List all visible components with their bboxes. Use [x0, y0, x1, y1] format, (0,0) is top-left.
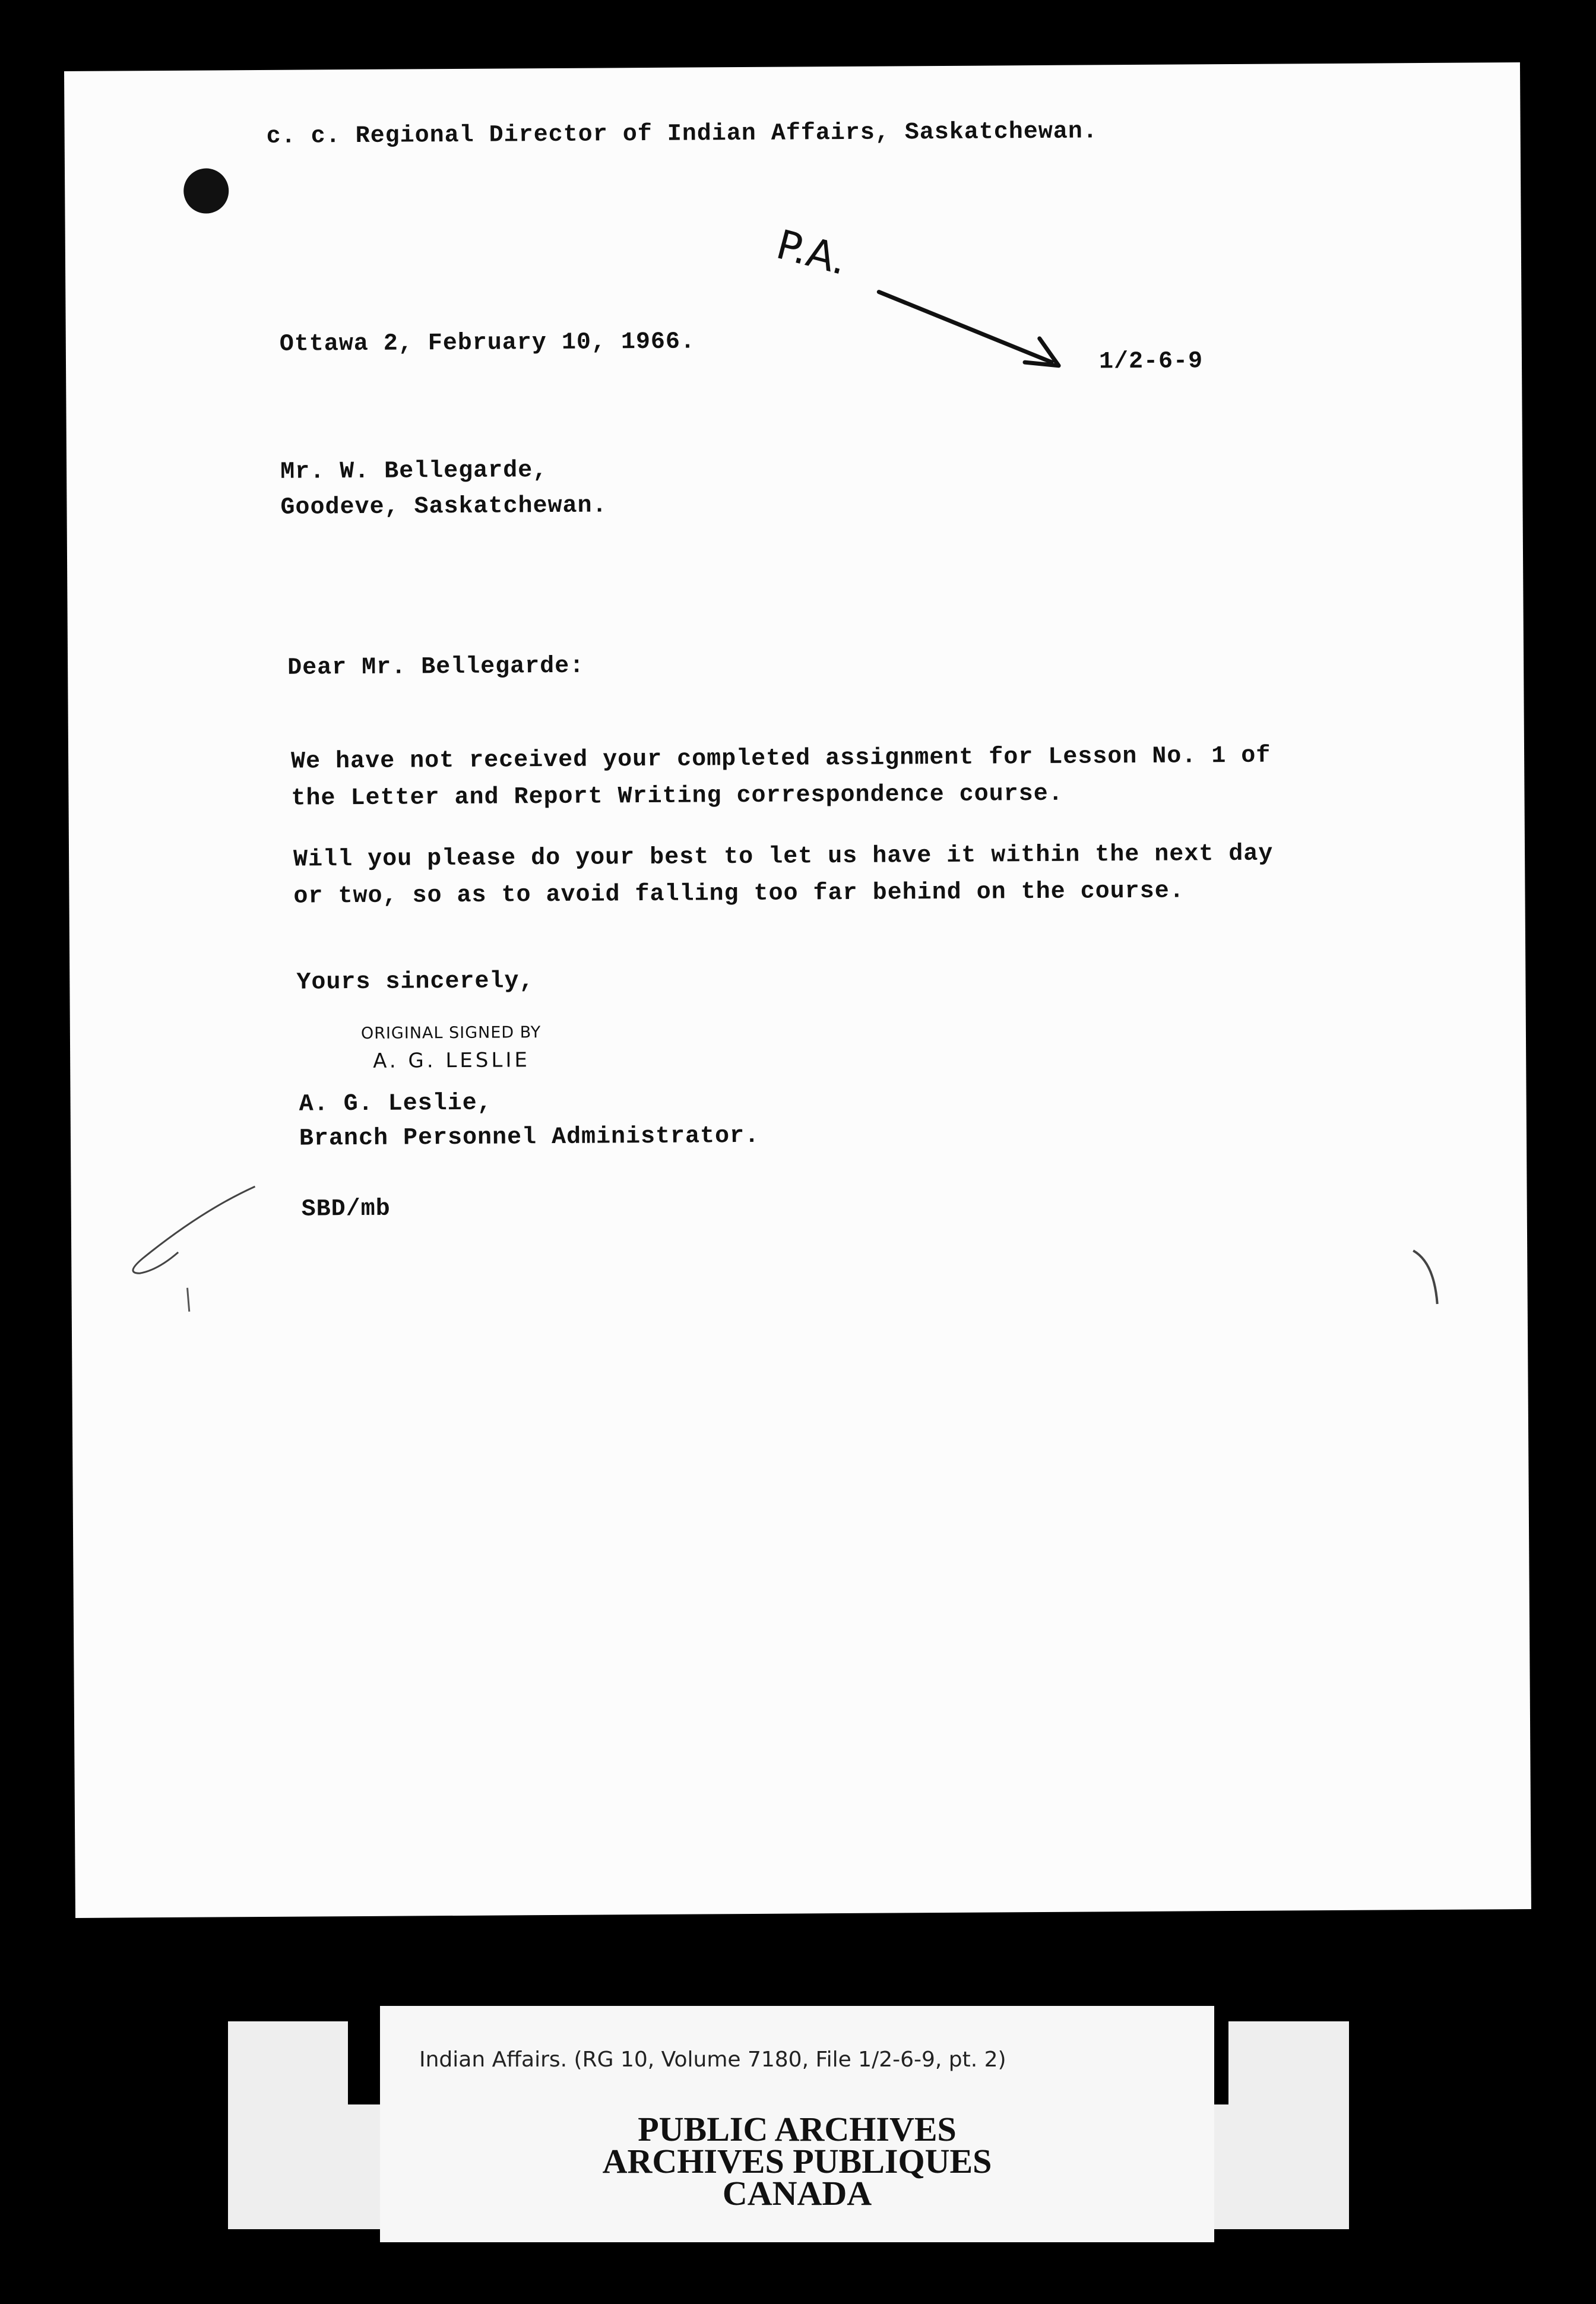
- label-tab-left: [348, 2021, 380, 2104]
- closing: Yours sincerely,: [296, 968, 534, 996]
- body-paragraph-2: Will you please do your best to let us have it within the next day or two, so as to avoid falling too far behind on the course.: [293, 840, 1274, 910]
- signature-stamp-line2: A. G. LESLIE: [373, 1048, 531, 1073]
- signature-stamp-line1: ORIGINAL SIGNED BY: [360, 1023, 542, 1043]
- archive-name-english: PUBLIC ARCHIVES: [638, 2110, 957, 2148]
- signatory-name: A. G. Leslie,: [299, 1090, 492, 1118]
- file-reference: 1/2-6-9: [1098, 348, 1204, 376]
- margin-pen-mark-icon: [106, 1169, 309, 1348]
- archive-name-french: ARCHIVES PUBLIQUES: [602, 2142, 992, 2180]
- archive-reference: Indian Affairs. (RG 10, Volume 7180, File 1/2-6-9, pt. 2): [419, 2047, 1006, 2072]
- body-paragraph-1: We have not received your completed assignment for Lesson No. 1 of the Letter and Report Writing correspondence course.: [290, 742, 1271, 812]
- handwritten-note: P.A.: [771, 221, 852, 285]
- addressee-name: Mr. W. Bellegarde,: [280, 457, 548, 486]
- punch-hole: [183, 168, 229, 213]
- handwritten-arrow-icon: [873, 279, 1075, 375]
- archive-country: CANADA: [722, 2174, 872, 2213]
- margin-pen-mark-right-icon: [1401, 1239, 1461, 1322]
- label-tab-right: [1214, 2021, 1228, 2104]
- date-line: Ottawa 2, February 10, 1966.: [279, 328, 696, 358]
- typist-initials: SBD/mb: [301, 1195, 391, 1223]
- letter-page: [64, 62, 1531, 1918]
- salutation: Dear Mr. Bellegarde:: [287, 653, 585, 682]
- signatory-title: Branch Personnel Administrator.: [299, 1122, 760, 1153]
- addressee-location: Goodeve, Saskatchewan.: [280, 492, 607, 521]
- cc-line: c. c. Regional Director of Indian Affairs, Saskatchewan.: [266, 118, 1098, 150]
